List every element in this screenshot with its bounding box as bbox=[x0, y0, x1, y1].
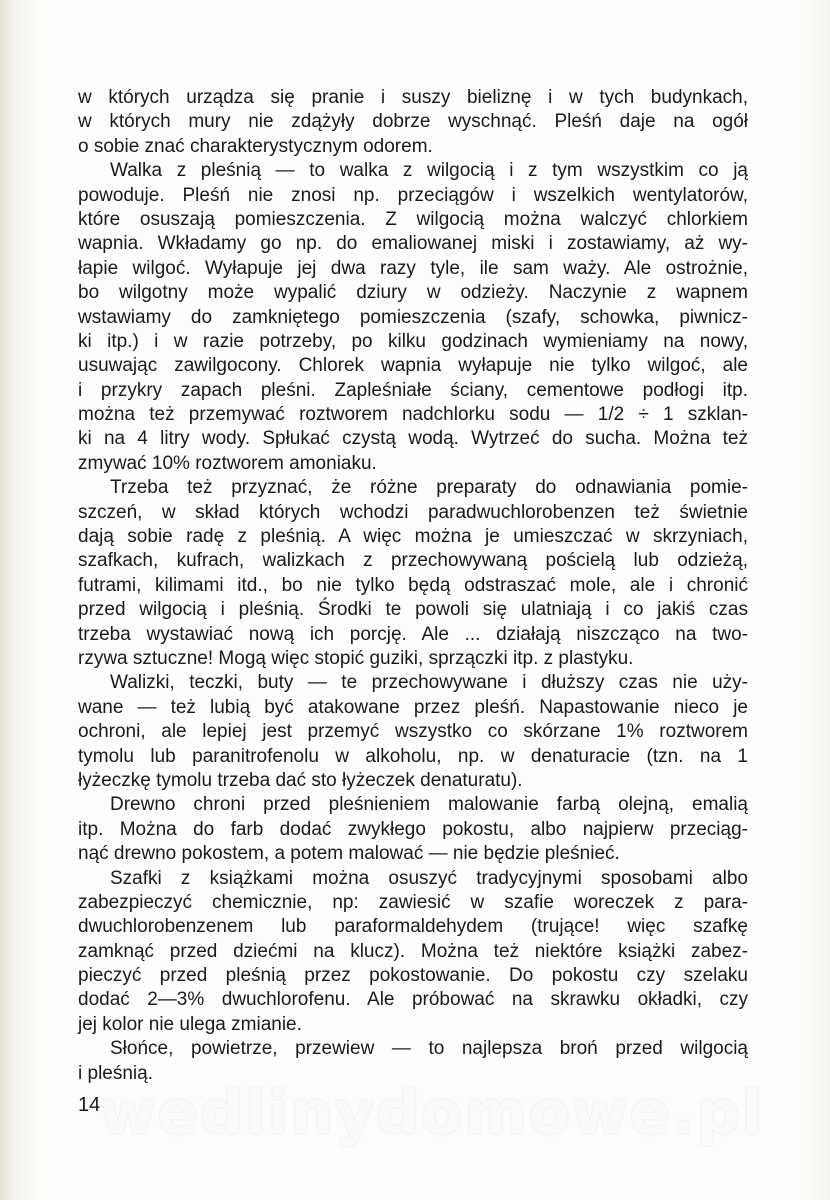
text-line: zamknąć przed dziećmi na klucz). Można też niektóre książki zabez- bbox=[78, 940, 748, 962]
text-line: Drewno chroni przed pleśnieniem malowanie farbą olejną, emalią bbox=[110, 794, 748, 816]
text-line: dają sobie radę z pleśnią. A więc można je umieszczać w skrzyniach, bbox=[78, 526, 748, 548]
text-line: łapie wilgoć. Wyłapuje jej dwa razy tyle, ile sam waży. Ale ostrożnie, bbox=[78, 257, 748, 279]
text-line: Trzeba też przyznać, że różne preparaty do odnawiania pomie- bbox=[110, 477, 748, 499]
text-line: w których mury nie zdążyły dobrze wyschnąć. Pleśń daje na ogół bbox=[78, 111, 748, 133]
watermark: wedlinydomowe.pl bbox=[100, 1078, 765, 1148]
text-line: Walka z pleśnią — to walka z wilgocią i z tym wszystkim co ją bbox=[110, 160, 748, 182]
text-line: Walizki, teczki, buty — te przechowywane i dłuższy czas nie uży- bbox=[110, 672, 748, 694]
body-text bbox=[78, 86, 748, 1086]
text-line: itp. Można do farb dodać zwykłego pokostu, albo najpierw przeciąg- bbox=[78, 818, 748, 840]
text-line: ochroni, ale lepiej jest przemyć wszystko co skórzane 1% roztworem bbox=[78, 721, 748, 743]
text-line: Szafki z książkami można osuszyć tradycyjnymi sposobami albo bbox=[110, 867, 748, 889]
text-line: Słońce, powietrze, przewiew — to najlepsza broń przed wilgocią bbox=[110, 1038, 748, 1060]
text-line: przed wilgocią i pleśnią. Środki te powoli się ulatniają i co jakiś czas bbox=[78, 599, 748, 621]
text-line: usuwając zawilgocony. Chlorek wapnia wyłapuje nie tylko wilgoć, ale bbox=[78, 355, 748, 377]
text-line: bo wilgotny może wypalić dziury w odzieży. Naczynie z wapnem bbox=[78, 282, 748, 304]
text-line: łyżeczkę tymolu trzeba dać sto łyżeczek denaturatu). bbox=[78, 769, 523, 791]
text-line: powoduje. Pleśń nie znosi np. przeciągów i wszelkich wentylatorów, bbox=[78, 184, 748, 206]
text-line: futrami, kilimami itd., bo nie tylko będą odstraszać mole, ale i chronić bbox=[78, 574, 748, 596]
page-number: 14 bbox=[78, 1094, 101, 1116]
text-line: trzeba wystawiać nową ich porcję. Ale ... działają niszcząco na two- bbox=[78, 623, 748, 645]
text-line: wstawiamy do zamkniętego pomieszczenia (szafy, schowka, piwnicz- bbox=[78, 306, 748, 328]
text-line: ki itp.) i w razie potrzeby, po kilku godzinach wymieniamy na nowy, bbox=[78, 330, 748, 352]
text-line: można też przemywać roztworem nadchlorku sodu — 1/2 ÷ 1 szklan- bbox=[78, 404, 748, 426]
text-line: jej kolor nie ulega zmianie. bbox=[78, 1013, 302, 1035]
text-line: dwuchlorobenzenem lub paraformaldehydem (trujące! więc szafkę bbox=[78, 916, 748, 938]
text-line: które osuszają pomieszczenia. Z wilgocią można walczyć chlorkiem bbox=[78, 208, 748, 230]
text-line: rzywa sztuczne! Mogą więc stopić guziki, sprzączki itp. z plastyku. bbox=[78, 647, 634, 669]
text-line: zmywać 10% roztworem amoniaku. bbox=[78, 452, 377, 474]
text-line: ki na 4 litry wody. Spłukać czystą wodą. Wytrzeć do sucha. Można też bbox=[78, 428, 748, 450]
text-line: i pleśnią. bbox=[78, 1062, 153, 1084]
text-line: dodać 2—3% dwuchlorofenu. Ale próbować na skrawku okładki, czy bbox=[78, 989, 748, 1011]
text-line: szafkach, kufrach, walizkach z przechowywaną pościelą lub odzieżą, bbox=[78, 550, 748, 572]
text-line: i przykry zapach pleśni. Zapleśniałe ściany, cementowe podłogi itp. bbox=[78, 379, 748, 401]
text-line: szczeń, w skład których wchodzi paradwuchlorobenzen też świetnie bbox=[78, 501, 748, 523]
text-line: wapnia. Wkładamy go np. do emaliowanej miski i zostawiamy, aż wy- bbox=[78, 233, 748, 255]
text-line: wane — też lubią być atakowane przez pleśń. Napastowanie nieco je bbox=[78, 696, 748, 718]
text-line: o sobie znać charakterystycznym odorem. bbox=[78, 135, 433, 157]
text-line: zabezpieczyć chemicznie, np: zawiesić w szafie woreczek z para- bbox=[78, 891, 748, 913]
text-line: tymolu lub paranitrofenolu w alkoholu, np. w denaturacie (tzn. na 1 bbox=[78, 745, 748, 767]
text-line: nąć drewno pokostem, a potem malować — nie będzie pleśnieć. bbox=[78, 843, 620, 865]
text-line: pieczyć przed pleśnią przez pokostowanie. Do pokostu czy szelaku bbox=[78, 965, 748, 987]
text-line: w których urządza się pranie i suszy bieliznę i w tych budynkach, bbox=[78, 87, 748, 108]
